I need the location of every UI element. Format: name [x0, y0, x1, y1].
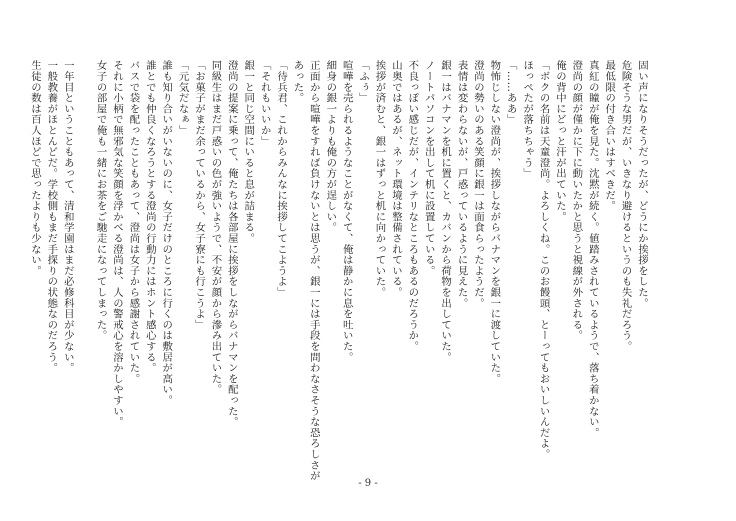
text-line: 銀一と同じ空間にいると息が詰まる。 — [242, 60, 255, 244]
text-line: 「ふぅ」 — [357, 60, 370, 104]
text-line: 銀一はバナマンを机に置くと、カバンから荷物を出していた。 — [439, 60, 452, 363]
text-line: 澄尚の提案に乗って、俺たちは各部屋に挨拶をしながらバナマンを配った。 — [225, 60, 238, 428]
text-line: 「元気だなぁ」 — [176, 60, 189, 136]
text-line: ノートパソコンを出して机に設置している。 — [422, 60, 435, 276]
text-line: 挨拶が済むと、銀一はずっと机に向かっていた。 — [373, 60, 386, 298]
text-line: 俺の背中にどっと汗が出ていた。 — [553, 60, 566, 222]
text-line: 一般教養がほとんどだ。学校側もまだ手探りの状態なのだろう。 — [45, 60, 58, 374]
text-line: 「お菓子がまだ余っているから、女子寮にも行こうよ」 — [193, 60, 206, 330]
text-line: 「……ああ」 — [504, 60, 517, 125]
text-line: 女子の部屋で俺も一緒にお茶をご馳走になってしまった。 — [94, 60, 107, 341]
text-line: 固い声になりそうだったが、どうにか挨拶をした。 — [636, 60, 648, 309]
text-line: 細身の銀一よりも俺の方が逞しい。 — [324, 60, 337, 233]
text-line: 「それもいいか」 — [258, 60, 271, 147]
vertical-text-body — [27, 60, 650, 482]
text-line: 生徒の数は百人ほどで思ったよりも少ない。 — [28, 60, 41, 276]
text-line: 不良っぽい感じだが、インテリなところもあるのだろうか。 — [406, 60, 419, 352]
text-line: 澄尚の勢いのある笑顔に銀一は面食らったようだ。 — [471, 60, 484, 309]
blank-line — [76, 60, 92, 380]
text-line: 誰も知り合いがいないのに、女子だけのところに行くのは敷居が高い。 — [160, 60, 173, 406]
text-line: 物怖じしない澄尚が、挨拶しながらバナマンを銀一に渡していた。 — [488, 60, 501, 384]
text-line: 誰とでも仲良くなろうとする澄尚の行動力にはホント感心する。 — [143, 60, 156, 374]
text-line: 喧嘩を売られるようなことがなくて、俺は静かに息を吐いた。 — [340, 60, 353, 363]
text-line: 危険そうな男だが、いきなり避けるというのも失礼だろう。 — [619, 60, 632, 352]
text-line: 山奥ではあるが、ネット環境は整備されている。 — [389, 60, 402, 298]
page-number: - 9 - — [358, 478, 378, 489]
text-line: 正面から喧嘩をすれば負けないとは思うが、銀一には手段を問わなさそうな恐ろしさが — [307, 60, 320, 482]
text-line: バスで袋を配ったこともあって、澄尚は女子から感謝されていた。 — [127, 60, 140, 384]
text-line: ほっぺたが落ちちゃう」 — [521, 60, 534, 179]
text-line: あった。 — [291, 60, 304, 104]
text-line: 同級生はまだ戸惑いの色が強いようで、不安が顔から滲み出ていた。 — [209, 60, 222, 395]
text-line: 澄尚の顔が僅かに下に動いたかと思うと視線が外される。 — [570, 60, 583, 341]
text-line: 一年目ということもあって、清和学園はまだ必修科目が少ない。 — [61, 60, 74, 374]
text-line: それに小柄で無邪気な笑顔を浮かべる澄尚は、人の警戒心を溶かしやすい。 — [111, 60, 123, 428]
text-line: 最低限の付き合いはすべきだ。 — [603, 60, 616, 212]
text-line: 「待兵君、これからみんなに挨拶してこようよ」 — [275, 60, 288, 298]
text-line: 真紅の瞳が俺を見た。沈黙が続く。値踏みされているようで、落ち着かない。 — [586, 60, 599, 438]
text-line: 表情は変わらないが、戸惑っているように見えた。 — [455, 60, 468, 309]
text-line: 「ボクの名前は天童澄尚。よろしくね。このお饅頭、とーってもおいしいんだよ。 — [537, 60, 550, 460]
